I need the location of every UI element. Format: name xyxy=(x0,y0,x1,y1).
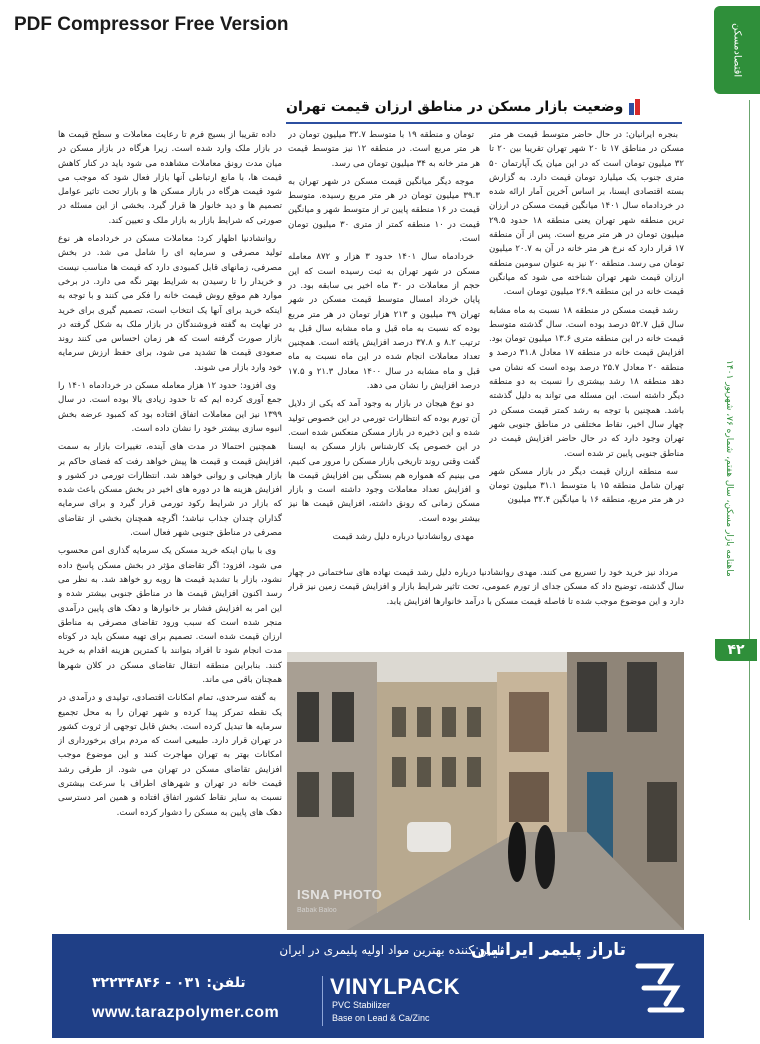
section-tab xyxy=(714,6,760,94)
paragraph: وی افزود: حدود ۱۲ هزار معامله مسکن در خردادماه ۱۴۰۱ را جمع آوری کرده ایم که تا حدود زیادی بالا بوده است. در سال ۱۳۹۹ نیز این معاملات اتفاق افتاده بود که کمبود عرضه بخش انبوه سازی بیشتر خود را نشان داده است. xyxy=(58,381,282,434)
ad-product-line-1: PVC Stabilizer xyxy=(332,1000,391,1010)
sidebar-rule xyxy=(749,100,750,920)
ad-slogan: تامین کننده بهترین مواد اولیه پلیمری در ایران xyxy=(279,943,504,957)
ad-product-line-2: Base on Lead & Ca/Zinc xyxy=(332,1013,430,1023)
paragraph: دو نوع هیجان در بازار به وجود آمد که یکی از دلایل آن تورم بوده که انتظارات تورمی در این خصوص تولید شده و این ذخیره در بازار مسکن منعکس شده است. در این خصوص یک کارشناس بازار مسکن به ایسنا گفت وقتی روند تاریخی بازار مسکن را مرور می کنیم، می بینیم که همواره هم بستگی بین افزایش قیمت ها و افزایش تعداد معاملات وجود داشته است و بازار مسکن زمانی که رونق داشته، افزایش قیمت ها نیز بیشتر بوده است. xyxy=(288,399,480,524)
taraz-logo-icon xyxy=(630,948,690,1028)
paragraph: بنجره ایرانیان: در حال حاضر متوسط قیمت هر متر مسکن در مناطق ۱۷ تا ۲۰ شهر تهران تقریبا بین ۲۰ تا ۳۲ میلیون تومان است که در این میان یک آپارتمان ۵۰ متری جنوب یک میلیارد تومان قیمت دارد. به گزارش بسته اقتصادی ایسنا، بر اساس آخرین آمار ارائه شده در خردادماه سال ۱۴۰۱ میانگین قیمت مسکن در ارزان ترین منطقه شهر تهران یعنی منطقه ۱۸ حدود ۲۹.۵ میلیون تومان در هر متر مربع است. پس از آن منطقه ۱۷ قرار دارد که نرخ هر متر خانه در آن به ۲۰.۷ میلیون تومان می رسد. منطقه ۲۰ نیز به عنوان سومین منطقه ارزان قیمت شهر تهران شناخته می شود که میانگین قیمت خانه در این منطقه ۲۶.۹ میلیون تومان است. xyxy=(489,130,684,298)
ad-divider xyxy=(322,976,323,1026)
street-photo xyxy=(287,652,684,930)
ad-phone: تلفن: ۰۳۱ - ۳۲۲۳۴۸۴۶ xyxy=(92,975,246,991)
ad-product: VINYLPACK xyxy=(330,974,460,999)
paragraph: سه منطقه ارزان قیمت دیگر در بازار مسکن شهر تهران شامل منطقه ۱۵ با متوسط ۳۱.۱ میلیون تومان در هر متر مربع، منطقه ۱۶ با میانگین ۳۲.۴ میلیون xyxy=(489,466,684,506)
paragraph: وی با بیان اینکه خرید مسکن یک سرمایه گذاری امن محسوب می شود، افزود: اگر تقاضای مؤثر در بخش مسکن پاسخ داده نشود، بازار با تشدید قیمت ها روبه رو خواهد شد. به نظر می رسد اکنون افزایش قیمت ها در مناطق جنوبی بیشتر شده و این امر به افزایش فشار بر خانوارها و دهک های پایین درآمدی منجر شده است که سبب ورود تقاضای مصرفی به مناطق ارزان قیمت شده است. تصمیم برای تهیه مسکن باید در کوتاه مدت انجام شود تا افراد بتوانند با کمترین هزینه اقدام به خرید کنند. بنابراین منطقه انتقال تقاضای مسکن در کلان شهرها همچنان باقی می ماند. xyxy=(58,546,282,685)
paragraph: همچنین احتمالا در مدت های آینده، تغییرات بازار به سمت افزایش قیمت و قیمت ها پیش خواهد رفت که فضای حاکم بر بازار هیجانی و روانی خواهد شد. انتظارات تورمی در کشور و افزایش هزینه ها در دوره های اخیر در بخش مسکن باعث شده که بازار در شرایط رکود تورمی قرار گیرد و برای سرمایه گذاران چندان جذاب نباشد؛ اگرچه همچنان بخشی از تقاضای مصرفی در مناطق جنوبی شهر فعال است. xyxy=(58,442,282,539)
article-column-3 xyxy=(58,128,282,928)
watermark: PDF Compressor Free Version xyxy=(14,14,289,35)
paragraph: مهدی روانشادنیا درباره دلیل رشد قیمت xyxy=(332,532,474,543)
advertisement-banner xyxy=(52,934,704,1038)
paragraph: مرداد نیز خرید خود را تسریع می کنند. مهدی روانشادنیا درباره دلیل رشد قیمت نهاده های ساختمانی در چهار سال گذشته، توضیح داد که مسکن جدای از تورم عمومی، تحت تاثیر شرایط بازار و افزایش قیمت زمین نیز قرار دارد و این موضوع موجب شده تا فاصله قیمت مسکن با درآمد خانوارها افزایش یابد. xyxy=(288,568,684,607)
paragraph: داده تقریبا از بسیج فرم تا رعایت معاملات و سطح قیمت ها در بازار ملک وارد شده است. زیرا هرگاه در بازار مسکن در میان مدت رونق معاملات مشاهده می شود باید در کنار کاهش قیمت ها، با مانع ارتباطی آنها بازار فعال شود که موجب می شود قیمت هرگاه در بازار مسکن ها و بازار تحت تاثیر عوامل تصمیم ها و دید خانوار ها قرار گیرد. بخشی از این مسئله در صورتی که شرایط بازار به بازار ملک و تعیین کند. xyxy=(58,130,282,226)
bar-logo-icon xyxy=(629,99,643,115)
issue-line: ماهنامه بازار مسکن، سال هفتم، شماره ۷۶، شهریور ۱۴۰۱ xyxy=(724,360,734,577)
ad-brand: تاراز پلیمر ایرانیان xyxy=(470,940,626,960)
page-number: ۴۲ xyxy=(715,639,757,661)
article-title-row xyxy=(286,94,681,120)
paragraph: موجه دیگر میانگین قیمت مسکن در شهر تهران به ۳۹.۳ میلیون تومان در هر متر مربع رسیده. متوسط قیمت در ۱۶ منطقه پایین تر از متوسط شهر و میانگین قیمت در ۱۰ منطقه کمتر از متری ۳۰ میلیون تومان است. xyxy=(288,176,480,245)
article-column-2-bottom xyxy=(288,566,684,648)
sidebar xyxy=(708,0,760,930)
photo-credit-sub: Babak Baloo xyxy=(297,907,337,914)
title-rule xyxy=(286,122,682,124)
photo-credit: ISNA PHOTO xyxy=(297,887,383,902)
paragraph: به گفته سرحدی، تمام امکانات اقتصادی، تولیدی و درآمدی در یک نقطه تمرکز پیدا کرده و شهر تهران را به محل تجمیع سرمایه ها تبدیل کرده است. بخش قابل توجهی از ثروت کشور در تهران قرار دارد. طبیعی است که مردم برای برخورداری از امکانات بهتر به تهران مهاجرت کنند و این موضوع موجب افزایش تقاضای مسکن در تهران می شود. از طرفی رشد قیمت خانه در تهران و شهرهای اطراف با سرعت بیشتری نسبت به سایر نقاط کشور اتفاق افتاده و همین امر دسترسی دهک های پایین به مسکن را دشوار کرده است. xyxy=(58,693,282,818)
article-column-2 xyxy=(288,128,480,564)
paragraph: رشد قیمت مسکن در منطقه ۱۸ نسبت به ماه مشابه سال قبل ۵۲.۷ درصد بوده است. سال گذشته متوسط قیمت خانه در این منطقه متری ۱۳.۶ میلیون تومان بود. افزایش قیمت خانه در منطقه ۱۷ معادل ۳۱.۸ درصد و منطقه ۲۰ معادل ۲۵.۷ درصد بوده است که نشان می دهد منطقه ۱۸ رشد بیشتری را نسبت به دو منطقه دیگر داشته است. این مسئله می تواند به دلیل گذشته باشد. همچنین با توجه به رشد کمتر قیمت مسکن در چهار سال اخیر، نقاط مختلفی در مناطق جنوبی شهر تهران وجود دارد که در حال حاضر افزایش قیمت در مناطق جنوبی پایین تر شده است. xyxy=(489,305,684,459)
paragraph: روانشادنیا اظهار کرد: معاملات مسکن در خردادماه هر نوع تولید مصرفی و سرمایه ای را شامل می شد. در بخش مصرفی، زمانهای قابل کمبودی دارد که قیمت ها مناسب نیست و خریدار را تا رسیدن به شرایط بهتر نگه می دارد. در برخی موارد هم موقع روش قیمت خانه را فکر می کنند و با توجه به اینکه خرید برای آنها یک انتخاب است، تصمیم گیری برای خرید در نهایت به گفته فروشندگان در بازار ملک به شکل گرفته در بازار صورت گرفته است که هر زمان احساس می کنند روند صعودی قیمت ها تشدید می شود، برای حفظ ارزش سرمایه خود وارد بازار می شوند. xyxy=(58,234,282,373)
paragraph: تومان و منطقه ۱۹ با متوسط ۳۲.۷ میلیون تومان در هر متر مربع است. در منطقه ۱۲ نیز متوسط قیمت هر متر خانه به ۳۴ میلیون تومان می رسد. xyxy=(288,130,480,169)
article-title: وضعیت بازار مسکن در مناطق ارزان قیمت تهران xyxy=(286,99,624,115)
ad-website: www.tarazpolymer.com xyxy=(92,1004,280,1021)
paragraph: خردادماه سال ۱۴۰۱ حدود ۳ هزار و ۸۷۲ معامله مسکن در شهر تهران به ثبت رسیده است که این حجم از معاملات در ۳۰ ماه اخیر بی سابقه بود. در پایان خرداد امسال متوسط قیمت مسکن در شهر تهران ۳۹ میلیون و ۲۱۳ هزار تومان در هر متر مربع بوده که نسبت به ماه قبل و ماه مشابه سال قبل به ترتیب ۸.۲ و ۳۷.۸ درصد افزایش یافته است. همچنین تعداد معاملات انجام شده در این ماه نسبت به ماه قبل و ماه مشابه در سال ۱۴۰۰ معادل ۲۱.۳ و ۱۷.۵ درصد افزایش را نشان می دهد. xyxy=(288,252,480,392)
section-tab-label: اقتصادمسکن xyxy=(731,22,743,78)
